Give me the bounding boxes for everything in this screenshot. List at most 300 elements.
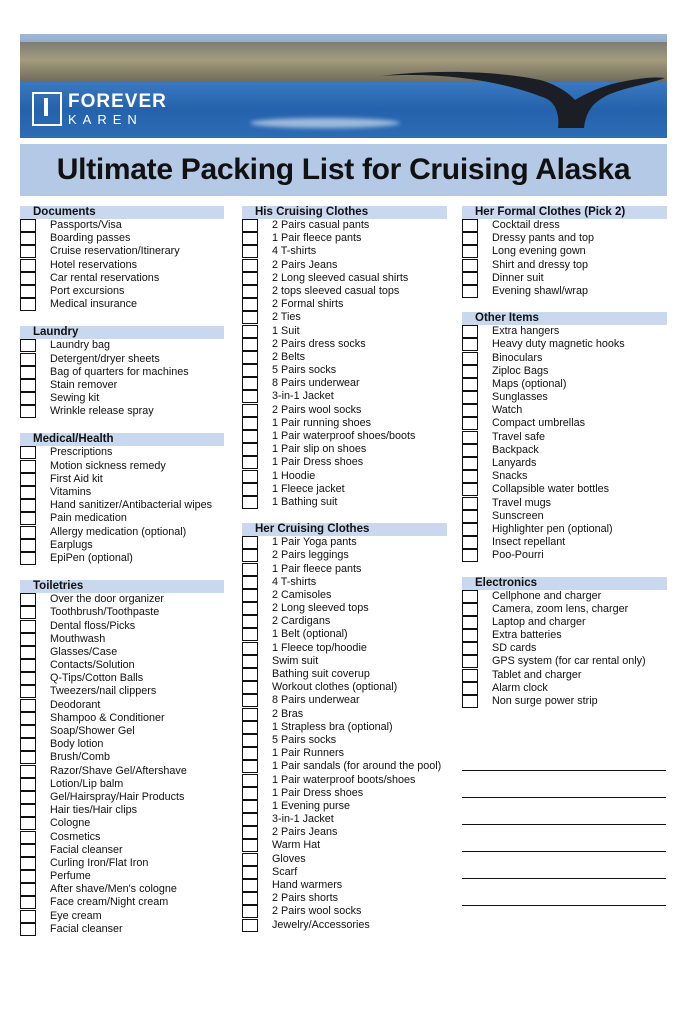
checkbox[interactable] bbox=[462, 483, 478, 496]
checkbox[interactable] bbox=[462, 245, 478, 258]
forever-karen-logo bbox=[32, 92, 167, 126]
checkbox[interactable] bbox=[242, 417, 258, 430]
item-label: 2 Belts bbox=[272, 350, 306, 363]
checkbox[interactable] bbox=[20, 844, 36, 857]
checkbox[interactable] bbox=[20, 699, 36, 712]
section-heading: Medical/Health bbox=[20, 433, 224, 446]
blank-write-in-line[interactable] bbox=[462, 879, 666, 906]
checkbox[interactable] bbox=[20, 685, 36, 698]
checklist-item bbox=[242, 774, 447, 787]
checkbox[interactable] bbox=[242, 298, 258, 311]
item-label: Curling Iron/Flat Iron bbox=[50, 856, 149, 869]
checkbox[interactable] bbox=[462, 470, 478, 483]
checklist-item bbox=[20, 259, 224, 272]
item-label: 4 T-shirts bbox=[272, 575, 317, 588]
checklist-item bbox=[462, 523, 667, 536]
checkbox[interactable] bbox=[462, 365, 478, 378]
checkbox[interactable] bbox=[462, 603, 478, 616]
checkbox[interactable] bbox=[462, 444, 478, 457]
checklist-item bbox=[242, 377, 447, 390]
checkbox[interactable] bbox=[20, 659, 36, 672]
item-label: Cosmetics bbox=[50, 830, 101, 843]
checklist-item bbox=[242, 721, 447, 734]
item-label: Lanyards bbox=[492, 457, 537, 469]
item-label: First Aid kit bbox=[50, 472, 103, 485]
blank-write-in-line[interactable] bbox=[462, 744, 666, 771]
checkbox[interactable] bbox=[20, 499, 36, 512]
checkbox[interactable] bbox=[20, 712, 36, 725]
section-his-cruising-clothes bbox=[242, 206, 447, 509]
checklist-item bbox=[242, 430, 447, 443]
checklist-item bbox=[242, 576, 447, 589]
checkbox[interactable] bbox=[462, 642, 478, 655]
item-label: Stain remover bbox=[50, 378, 118, 391]
checkbox[interactable] bbox=[242, 456, 258, 469]
water-splash bbox=[250, 118, 400, 128]
checkbox[interactable] bbox=[242, 681, 258, 694]
checkbox[interactable] bbox=[20, 672, 36, 685]
checkbox[interactable] bbox=[20, 486, 36, 499]
checklist-item bbox=[242, 496, 447, 509]
checkbox[interactable] bbox=[20, 539, 36, 552]
checklist-item bbox=[20, 831, 224, 844]
checkbox[interactable] bbox=[242, 774, 258, 787]
checkbox[interactable] bbox=[20, 285, 36, 298]
checkbox[interactable] bbox=[242, 325, 258, 338]
item-label: Poo-Pourri bbox=[492, 549, 544, 562]
item-label: Insect repellant bbox=[492, 536, 566, 549]
checkbox[interactable] bbox=[462, 272, 478, 285]
checkbox[interactable] bbox=[462, 510, 478, 523]
item-label: Laptop and charger bbox=[492, 615, 586, 628]
checklist-item bbox=[20, 738, 224, 751]
item-label: Allergy medication (optional) bbox=[50, 525, 187, 538]
checkbox[interactable] bbox=[462, 457, 478, 470]
item-label: Tweezers/nail clippers bbox=[50, 685, 157, 698]
checkbox[interactable] bbox=[20, 804, 36, 817]
checkbox[interactable] bbox=[20, 366, 36, 379]
item-label: Backpack bbox=[492, 443, 539, 456]
checkbox[interactable] bbox=[242, 708, 258, 721]
checkbox[interactable] bbox=[242, 747, 258, 760]
item-label: 5 Pairs socks bbox=[272, 733, 337, 746]
checkbox[interactable] bbox=[20, 552, 36, 565]
checkbox[interactable] bbox=[242, 483, 258, 496]
item-label: Cellphone and charger bbox=[492, 589, 602, 602]
checkbox[interactable] bbox=[242, 602, 258, 615]
checkbox[interactable] bbox=[20, 633, 36, 646]
checkbox[interactable] bbox=[242, 351, 258, 364]
item-label: SD cards bbox=[492, 642, 537, 655]
checklist-item bbox=[242, 259, 447, 272]
item-label: Evening shawl/wrap bbox=[492, 284, 589, 297]
checkbox[interactable] bbox=[462, 536, 478, 549]
checkbox[interactable] bbox=[242, 721, 258, 734]
item-label: 1 Pair Yoga pants bbox=[272, 536, 357, 549]
checkbox[interactable] bbox=[462, 497, 478, 510]
checklist-item bbox=[242, 826, 447, 839]
item-label: Dinner suit bbox=[492, 271, 544, 284]
checklist-item bbox=[20, 245, 224, 258]
checkbox[interactable] bbox=[20, 446, 36, 459]
item-label: Hotel reservations bbox=[50, 258, 138, 271]
checkbox[interactable] bbox=[242, 866, 258, 879]
item-label: Eye cream bbox=[50, 909, 102, 922]
item-label: Sewing kit bbox=[50, 392, 100, 405]
checkbox[interactable] bbox=[242, 470, 258, 483]
checkbox[interactable] bbox=[20, 259, 36, 272]
checklist-item bbox=[242, 813, 447, 826]
checkbox[interactable] bbox=[20, 791, 36, 804]
checkbox[interactable] bbox=[462, 655, 478, 668]
checklist-item bbox=[242, 285, 447, 298]
checkbox[interactable] bbox=[20, 883, 36, 896]
item-label: Brush/Comb bbox=[50, 751, 111, 764]
checkbox[interactable] bbox=[462, 391, 478, 404]
item-label: 2 Pairs wool socks bbox=[272, 905, 362, 918]
checkbox[interactable] bbox=[20, 817, 36, 830]
checkbox[interactable] bbox=[20, 910, 36, 923]
checklist-item bbox=[20, 392, 224, 405]
item-label: Dental floss/Picks bbox=[50, 619, 136, 632]
item-label: Mouthwash bbox=[50, 632, 106, 645]
item-label: Boarding passes bbox=[50, 232, 131, 245]
item-label: Cologne bbox=[50, 817, 91, 830]
checklist-item bbox=[20, 593, 224, 606]
item-label: Long evening gown bbox=[492, 245, 586, 258]
checkbox[interactable] bbox=[462, 549, 478, 562]
item-label: Detergent/dryer sheets bbox=[50, 352, 160, 365]
checklist-item bbox=[20, 844, 224, 857]
checklist-item bbox=[20, 512, 224, 525]
checkbox[interactable] bbox=[20, 460, 36, 473]
checklist-item bbox=[20, 870, 224, 883]
checklist-item bbox=[242, 747, 447, 760]
item-label: Binoculars bbox=[492, 351, 543, 364]
checklist-item bbox=[242, 338, 447, 351]
checkbox[interactable] bbox=[20, 392, 36, 405]
checkbox[interactable] bbox=[242, 364, 258, 377]
checkbox[interactable] bbox=[242, 892, 258, 905]
item-label: 2 Pairs shorts bbox=[272, 892, 339, 905]
item-label: Facial cleanser bbox=[50, 843, 123, 856]
checkbox[interactable] bbox=[242, 694, 258, 707]
checkbox[interactable] bbox=[20, 857, 36, 870]
checklist-item bbox=[242, 734, 447, 747]
checklist-item bbox=[242, 853, 447, 866]
blank-write-in-line[interactable] bbox=[462, 852, 666, 879]
checkbox[interactable] bbox=[20, 593, 36, 606]
checkbox[interactable] bbox=[242, 285, 258, 298]
checkbox[interactable] bbox=[242, 496, 258, 509]
item-label: Alarm clock bbox=[492, 681, 548, 694]
item-label: 2 Pairs dress socks bbox=[272, 337, 366, 350]
checkbox[interactable] bbox=[20, 620, 36, 633]
checkbox[interactable] bbox=[242, 787, 258, 800]
checkbox[interactable] bbox=[20, 606, 36, 619]
checklist-item bbox=[20, 232, 224, 245]
checkbox[interactable] bbox=[242, 404, 258, 417]
checklist-item bbox=[20, 552, 224, 565]
checkbox[interactable] bbox=[242, 549, 258, 562]
checklist-item bbox=[20, 817, 224, 830]
checklist-item bbox=[242, 628, 447, 641]
checkbox[interactable] bbox=[20, 765, 36, 778]
checklist-item bbox=[242, 879, 447, 892]
checklist-item bbox=[462, 682, 667, 695]
item-label: 2 Ties bbox=[272, 311, 301, 324]
checkbox[interactable] bbox=[242, 642, 258, 655]
item-label: Swim suit bbox=[272, 654, 319, 667]
checklist-item bbox=[242, 694, 447, 707]
blank-write-in-line[interactable] bbox=[462, 825, 666, 852]
section-heading: Electronics bbox=[462, 577, 667, 590]
checkbox[interactable] bbox=[242, 905, 258, 918]
checklist-item bbox=[462, 590, 667, 603]
item-label: Travel mugs bbox=[492, 496, 551, 509]
checklist-item bbox=[462, 259, 667, 272]
checklist-item bbox=[242, 787, 447, 800]
checklist-item bbox=[242, 919, 447, 932]
checklist-item bbox=[242, 232, 447, 245]
blank-write-in-line[interactable] bbox=[462, 798, 666, 825]
checklist-item bbox=[20, 606, 224, 619]
checkbox[interactable] bbox=[242, 668, 258, 681]
checkbox[interactable] bbox=[462, 431, 478, 444]
checkbox[interactable] bbox=[242, 760, 258, 773]
item-label: 2 Bras bbox=[272, 707, 304, 720]
checklist-item bbox=[462, 603, 667, 616]
checkbox[interactable] bbox=[462, 682, 478, 695]
item-label: Wrinkle release spray bbox=[50, 405, 154, 418]
item-label: Hair ties/Hair clips bbox=[50, 804, 137, 817]
item-label: 2 Pairs leggings bbox=[272, 549, 349, 562]
item-label: Watch bbox=[492, 404, 523, 417]
item-label: Collapsible water bottles bbox=[492, 483, 610, 496]
checkbox[interactable] bbox=[20, 646, 36, 659]
checklist-item bbox=[20, 526, 224, 539]
checklist-item bbox=[242, 866, 447, 879]
section-heading: Documents bbox=[20, 206, 224, 219]
checklist-item bbox=[462, 338, 667, 351]
item-label: Vitamins bbox=[50, 486, 92, 498]
checkbox[interactable] bbox=[242, 390, 258, 403]
checklist-item bbox=[242, 390, 447, 403]
item-label: After shave/Men's cologne bbox=[50, 883, 177, 896]
item-label: Bag of quarters for machines bbox=[50, 365, 189, 378]
item-label: Medical insurance bbox=[50, 298, 138, 311]
checkbox[interactable] bbox=[242, 879, 258, 892]
checkbox[interactable] bbox=[242, 443, 258, 456]
checklist-item bbox=[20, 765, 224, 778]
item-label: Soap/Shower Gel bbox=[50, 725, 135, 737]
checkbox[interactable] bbox=[462, 285, 478, 298]
item-label: Extra batteries bbox=[492, 629, 562, 642]
item-label: Hand warmers bbox=[272, 879, 343, 891]
checklist-item bbox=[242, 615, 447, 628]
checkbox[interactable] bbox=[242, 919, 258, 932]
checkbox[interactable] bbox=[20, 896, 36, 909]
checklist-item bbox=[242, 642, 447, 655]
item-label: Sunscreen bbox=[492, 509, 544, 522]
checkbox[interactable] bbox=[242, 536, 258, 549]
checkbox[interactable] bbox=[242, 232, 258, 245]
checklist-item bbox=[20, 366, 224, 379]
checkbox[interactable] bbox=[462, 523, 478, 536]
checklist-item bbox=[462, 536, 667, 549]
checklist-item bbox=[20, 804, 224, 817]
checklist-item bbox=[242, 549, 447, 562]
checkbox[interactable] bbox=[20, 339, 36, 352]
checkbox[interactable] bbox=[20, 512, 36, 525]
checkbox[interactable] bbox=[20, 725, 36, 738]
checkbox[interactable] bbox=[242, 839, 258, 852]
checkbox[interactable] bbox=[20, 751, 36, 764]
checkbox[interactable] bbox=[242, 615, 258, 628]
item-label: 1 Hoodie bbox=[272, 469, 316, 482]
checkbox[interactable] bbox=[20, 473, 36, 486]
checkbox[interactable] bbox=[242, 219, 258, 232]
item-label: Shirt and dressy top bbox=[492, 258, 589, 271]
checklist-item bbox=[462, 616, 667, 629]
checkbox[interactable] bbox=[20, 778, 36, 791]
checkbox[interactable] bbox=[20, 245, 36, 258]
item-label: 2 Long sleeved tops bbox=[272, 602, 369, 615]
item-label: 1 Pair waterproof shoes/boots bbox=[272, 430, 416, 442]
checklist-item bbox=[462, 431, 667, 444]
checkbox[interactable] bbox=[20, 738, 36, 751]
checkbox[interactable] bbox=[462, 695, 478, 708]
checkbox[interactable] bbox=[462, 669, 478, 682]
checkbox[interactable] bbox=[20, 405, 36, 418]
item-label: Shampoo & Conditioner bbox=[50, 711, 165, 724]
whale-tail-icon bbox=[380, 62, 667, 132]
section-heading: His Cruising Clothes bbox=[242, 206, 447, 219]
checkbox[interactable] bbox=[20, 232, 36, 245]
checklist-item bbox=[462, 470, 667, 483]
checklist-item bbox=[20, 659, 224, 672]
checkbox[interactable] bbox=[242, 259, 258, 272]
item-label: Gloves bbox=[272, 852, 306, 865]
logo-mark-icon bbox=[32, 92, 62, 126]
checkbox[interactable] bbox=[20, 272, 36, 285]
checkbox[interactable] bbox=[242, 430, 258, 443]
checkbox[interactable] bbox=[20, 526, 36, 539]
section-electronics bbox=[462, 577, 667, 709]
checkbox[interactable] bbox=[462, 590, 478, 603]
item-label: Port excursions bbox=[50, 284, 125, 297]
section-heading: Laundry bbox=[20, 326, 224, 339]
item-label: 1 Strapless bra (optional) bbox=[272, 720, 393, 733]
item-label: 1 Belt (optional) bbox=[272, 628, 348, 641]
checkbox[interactable] bbox=[20, 219, 36, 232]
checklist-item bbox=[242, 602, 447, 615]
checkbox[interactable] bbox=[20, 831, 36, 844]
column-right bbox=[462, 206, 667, 906]
checklist-item bbox=[242, 892, 447, 905]
checklist-item bbox=[462, 510, 667, 523]
checkbox[interactable] bbox=[242, 628, 258, 641]
item-label: 1 Fleece jacket bbox=[272, 482, 345, 495]
checkbox[interactable] bbox=[462, 325, 478, 338]
checklist-item bbox=[20, 896, 224, 909]
checklist-item bbox=[462, 365, 667, 378]
checklist-item bbox=[242, 417, 447, 430]
item-label: 2 Long sleeved casual shirts bbox=[272, 271, 409, 284]
checklist-item bbox=[462, 444, 667, 457]
checkbox[interactable] bbox=[242, 853, 258, 866]
checkbox[interactable] bbox=[242, 377, 258, 390]
checkbox[interactable] bbox=[242, 734, 258, 747]
item-label: Tablet and charger bbox=[492, 668, 582, 681]
checkbox[interactable] bbox=[462, 338, 478, 351]
checklist-item bbox=[20, 499, 224, 512]
checkbox[interactable] bbox=[242, 576, 258, 589]
item-label: Body lotion bbox=[50, 738, 104, 751]
column-left bbox=[20, 206, 224, 936]
checkbox[interactable] bbox=[242, 245, 258, 258]
checkbox[interactable] bbox=[462, 616, 478, 629]
write-in-lines bbox=[462, 744, 667, 906]
checkbox[interactable] bbox=[242, 800, 258, 813]
item-label: 2 Cardigans bbox=[272, 615, 331, 628]
checkbox[interactable] bbox=[462, 417, 478, 430]
checkbox[interactable] bbox=[462, 219, 478, 232]
checkbox[interactable] bbox=[462, 232, 478, 245]
checkbox[interactable] bbox=[242, 655, 258, 668]
checkbox[interactable] bbox=[242, 338, 258, 351]
checklist-item bbox=[242, 668, 447, 681]
item-label: Non surge power strip bbox=[492, 695, 598, 707]
checkbox[interactable] bbox=[242, 272, 258, 285]
blank-write-in-line[interactable] bbox=[462, 771, 666, 798]
checkbox[interactable] bbox=[20, 870, 36, 883]
checkbox[interactable] bbox=[20, 379, 36, 392]
checkbox[interactable] bbox=[20, 923, 36, 936]
checkbox[interactable] bbox=[242, 589, 258, 602]
item-label: Razor/Shave Gel/Aftershave bbox=[50, 764, 187, 777]
checklist-item bbox=[20, 791, 224, 804]
section-her-formal-clothes-pick-2 bbox=[462, 206, 667, 298]
checklist-item bbox=[242, 536, 447, 549]
checkbox[interactable] bbox=[20, 353, 36, 366]
checkbox[interactable] bbox=[462, 352, 478, 365]
item-label: Warm Hat bbox=[272, 839, 321, 852]
checkbox[interactable] bbox=[462, 404, 478, 417]
item-label: Cruise reservation/Itinerary bbox=[50, 245, 180, 258]
checkbox[interactable] bbox=[242, 311, 258, 324]
checklist-item bbox=[462, 669, 667, 682]
item-label: Travel safe bbox=[492, 430, 546, 443]
item-label: Hand sanitizer/Antibacterial wipes bbox=[50, 499, 213, 512]
checkbox[interactable] bbox=[20, 298, 36, 311]
header-photo bbox=[20, 34, 667, 138]
checklist-item bbox=[20, 339, 224, 352]
checklist-item bbox=[242, 708, 447, 721]
checkbox[interactable] bbox=[242, 813, 258, 826]
checklist-item bbox=[242, 563, 447, 576]
checkbox[interactable] bbox=[462, 378, 478, 391]
checklist-item bbox=[242, 470, 447, 483]
item-label: Sunglasses bbox=[492, 391, 548, 404]
checklist-item bbox=[20, 272, 224, 285]
item-label: 1 Pair Dress shoes bbox=[272, 456, 364, 469]
checkbox[interactable] bbox=[242, 563, 258, 576]
checkbox[interactable] bbox=[242, 826, 258, 839]
checklist-item bbox=[242, 681, 447, 694]
checkbox[interactable] bbox=[462, 629, 478, 642]
checkbox[interactable] bbox=[462, 259, 478, 272]
